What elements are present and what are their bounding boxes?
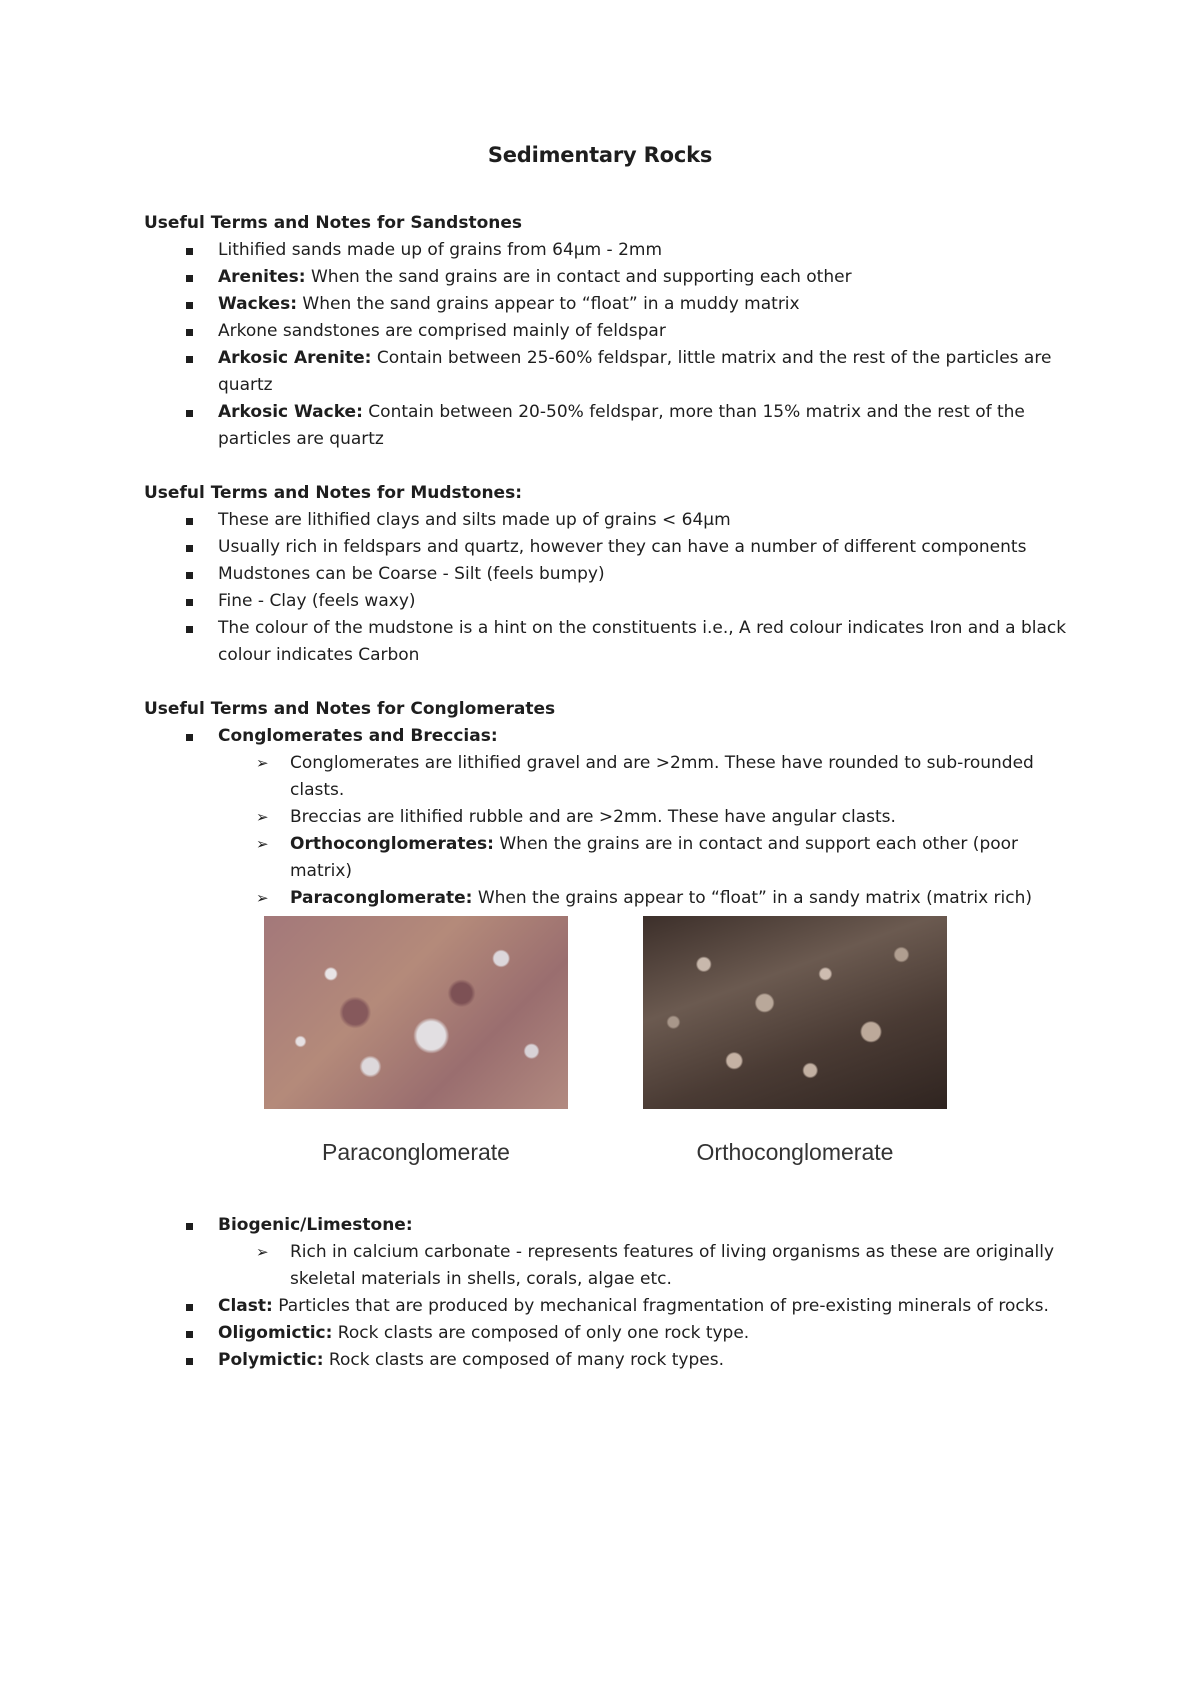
conglomerate-figure <box>144 916 1074 1212</box>
arrow-bullet-icon: ➢ <box>256 1243 269 1261</box>
mudstones-list <box>144 507 1074 669</box>
page-title: Sedimentary Rocks <box>487 143 713 167</box>
list-item: The colour of the mudstone is a hint on the constituents i.e., A red colour indicates Iron and a black colour indicates Carbon <box>144 615 1074 669</box>
list-item: Mudstones can be Coarse - Silt (feels bumpy) <box>144 561 1074 588</box>
list-item: Usually rich in feldspars and quartz, however they can have a number of different components <box>144 534 1074 561</box>
arrow-bullet-icon: ➢ <box>256 808 269 826</box>
document-body <box>144 210 1074 1374</box>
list-item: Oligomictic: Rock clasts are composed of only one rock type. <box>144 1320 1074 1347</box>
orthoconglomerate-caption: Orthoconglomerate <box>696 1139 894 1165</box>
conglomerates-sublist <box>144 750 1074 912</box>
list-item: Clast: Particles that are produced by mechanical fragmentation of pre-existing minerals of rocks. <box>144 1293 1074 1320</box>
list-item: Arkone sandstones are comprised mainly of feldspar <box>144 318 1074 345</box>
sub-list-item: ➢ Orthoconglomerates: When the grains are in contact and support each other (poor matrix) <box>144 831 1074 885</box>
paraconglomerate-photo <box>264 916 568 1109</box>
arrow-bullet-icon: ➢ <box>256 754 269 772</box>
biogenic-list <box>144 1212 1074 1239</box>
terms-list <box>144 1293 1074 1374</box>
spacer <box>144 453 1074 480</box>
list-item: Lithified sands made up of grains from 64µm - 2mm <box>144 237 1074 264</box>
sub-list-item: ➢ Conglomerates are lithified gravel and are >2mm. These have rounded to sub-rounded clasts. <box>144 750 1074 804</box>
sub-list-item: ➢ Breccias are lithified rubble and are >2mm. These have angular clasts. <box>144 804 1074 831</box>
list-item: Arenites: When the sand grains are in contact and supporting each other <box>144 264 1074 291</box>
group-label: Conglomerates and Breccias: <box>218 726 498 746</box>
paraconglomerate-caption: Paraconglomerate <box>322 1139 510 1165</box>
biogenic-sublist <box>144 1239 1074 1293</box>
arrow-bullet-icon: ➢ <box>256 889 269 907</box>
sandstones-list <box>144 237 1074 453</box>
arrow-bullet-icon: ➢ <box>256 835 269 853</box>
conglomerates-heading: Useful Terms and Notes for Conglomerates <box>144 699 556 719</box>
list-item: Arkosic Arenite: Contain between 25-60% feldspar, little matrix and the rest of the particles are quartz <box>144 345 1074 399</box>
list-item: Wackes: When the sand grains appear to “float” in a muddy matrix <box>144 291 1074 318</box>
orthoconglomerate-photo <box>643 916 947 1109</box>
list-item: Polymictic: Rock clasts are composed of many rock types. <box>144 1347 1074 1374</box>
sub-list-item: ➢ Rich in calcium carbonate - represents features of living organisms as these are originally skeletal materials in shells, corals, algae etc. <box>144 1239 1074 1293</box>
sandstones-heading: Useful Terms and Notes for Sandstones <box>144 213 523 233</box>
sub-list-item: ➢ Paraconglomerate: When the grains appear to “float” in a sandy matrix (matrix rich) <box>144 885 1074 912</box>
spacer <box>144 669 1074 696</box>
list-item: Biogenic/Limestone: <box>144 1212 1074 1239</box>
mudstones-heading: Useful Terms and Notes for Mudstones: <box>144 483 523 503</box>
list-item: Fine - Clay (feels waxy) <box>144 588 1074 615</box>
conglomerates-list <box>144 723 1074 750</box>
list-item <box>144 723 1074 750</box>
list-item: Arkosic Wacke: Contain between 20-50% feldspar, more than 15% matrix and the rest of the particles are quartz <box>144 399 1074 453</box>
list-item: These are lithified clays and silts made up of grains < 64µm <box>144 507 1074 534</box>
